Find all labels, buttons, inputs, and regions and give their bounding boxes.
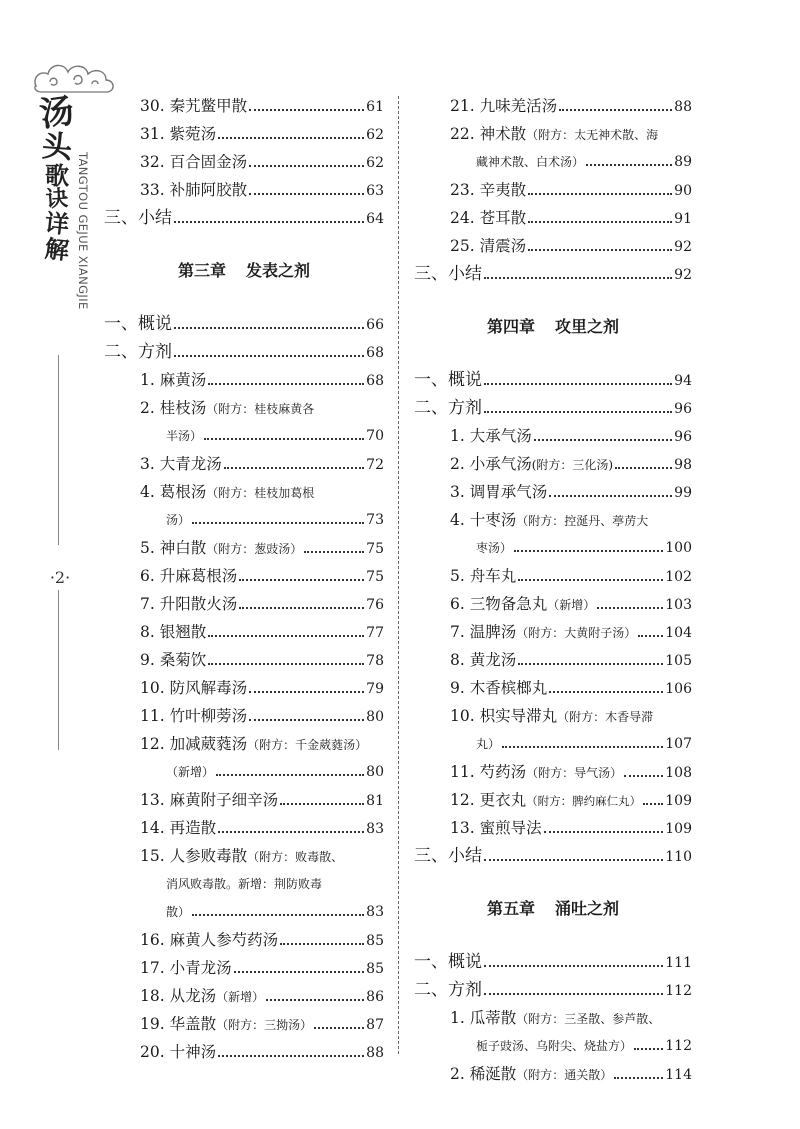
toc-entry[interactable]: 30. 秦艽鳖甲散 61 xyxy=(140,97,384,115)
dot-leader xyxy=(502,745,663,748)
dot-leader xyxy=(559,108,672,111)
dot-leader xyxy=(518,662,663,665)
chapter-heading: 第五章 涌吐之剂 xyxy=(486,899,620,918)
toc-entry[interactable]: 33. 补肺阿胶散 63 xyxy=(140,181,384,199)
book-title-pinyin: TANGTOU GEJUE XIANGJIE xyxy=(76,152,90,310)
toc-entry[interactable]: 9. 桑菊饮 78 xyxy=(140,651,384,669)
dot-leader xyxy=(484,410,672,413)
toc-section-summary[interactable]: 三、小结 92 xyxy=(414,264,692,284)
toc-entry[interactable]: 4. 十枣汤（附方：控涎丹、葶苈大 xyxy=(450,511,649,529)
dot-leader xyxy=(174,326,364,329)
toc-entry[interactable]: 13. 麻黄附子细辛汤 81 xyxy=(140,791,384,809)
toc-entry[interactable]: 2. 小承气汤 (附方：三化汤) 98 xyxy=(450,455,692,473)
toc-column-left xyxy=(104,92,384,1066)
dot-leader xyxy=(218,830,364,833)
dot-leader xyxy=(634,1047,663,1050)
dot-leader xyxy=(549,494,672,497)
dot-leader xyxy=(280,942,364,945)
toc-entry[interactable]: 11. 竹叶柳蒡汤 80 xyxy=(140,707,384,725)
toc-section[interactable]: 二、方剂 112 xyxy=(414,980,692,1000)
dot-leader xyxy=(266,998,364,1001)
dot-leader xyxy=(216,773,364,776)
toc-section[interactable]: 二、方剂 68 xyxy=(104,342,384,362)
toc-entry-continuation[interactable]: 半汤） 70 xyxy=(166,428,384,444)
toc-entry-continuation[interactable]: 藏神术散、白术汤） 89 xyxy=(476,154,692,170)
toc-entry-continuation[interactable]: 散） 83 xyxy=(166,904,384,920)
dot-leader xyxy=(544,830,664,833)
dot-leader xyxy=(528,220,672,223)
dot-leader xyxy=(534,438,672,441)
book-title-calligraphy xyxy=(37,90,77,265)
dot-leader xyxy=(249,690,364,693)
dot-leader xyxy=(249,192,364,195)
toc-entry[interactable]: 13. 蜜煎导法 109 xyxy=(450,819,692,837)
dot-leader xyxy=(484,276,672,279)
toc-entry-continuation[interactable]: 汤） 73 xyxy=(166,512,384,528)
dot-leader xyxy=(638,634,663,637)
dot-leader xyxy=(234,970,365,973)
toc-entry[interactable]: 3. 调胃承气汤 99 xyxy=(450,483,692,501)
toc-entry[interactable]: 16. 麻黄人参芍药汤 85 xyxy=(140,931,384,949)
chapter-heading: 第四章 攻里之剂 xyxy=(486,317,620,336)
dot-leader xyxy=(239,606,364,609)
dot-leader xyxy=(280,802,364,805)
dot-leader xyxy=(218,136,364,139)
toc-entry[interactable]: 32. 百合固金汤 62 xyxy=(140,153,384,171)
dot-leader xyxy=(208,382,364,385)
logo-char: 诀 xyxy=(45,185,69,214)
toc-entry[interactable]: 23. 辛夷散 90 xyxy=(450,181,692,199)
dot-leader xyxy=(249,164,364,167)
margin-rule xyxy=(58,590,59,750)
chapter-heading: 第三章 发表之剂 xyxy=(177,261,311,280)
toc-entry[interactable]: 8. 黄龙汤 105 xyxy=(450,651,692,669)
dot-leader xyxy=(549,690,663,693)
dot-leader xyxy=(174,354,364,357)
toc-entry[interactable]: 31. 紫菀汤 62 xyxy=(140,125,384,143)
toc-entry[interactable]: 11. 芍药汤 （附方：导气汤） 108 xyxy=(450,763,692,781)
toc-entry[interactable]: 5. 神白散 （附方：葱豉汤） 75 xyxy=(140,539,384,557)
dot-leader xyxy=(624,774,663,777)
toc-entry[interactable]: 19. 华盖散 （附方：三拗汤） 87 xyxy=(140,1015,384,1033)
toc-entry[interactable]: 9. 木香槟榔丸 106 xyxy=(450,679,692,697)
toc-entry[interactable]: 24. 苍耳散 91 xyxy=(450,209,692,227)
margin-rule xyxy=(58,355,59,545)
dot-leader xyxy=(304,550,364,553)
dot-leader xyxy=(528,248,672,251)
dot-leader xyxy=(597,606,663,609)
logo-char: 解 xyxy=(43,233,71,265)
dot-leader xyxy=(484,382,672,385)
toc-entry[interactable]: 2. 稀涎散 （附方：通关散） 114 xyxy=(450,1065,692,1083)
toc-entry[interactable]: 22. 神术散（附方：太无神术散、海 xyxy=(450,125,659,143)
dot-leader xyxy=(614,1076,663,1079)
toc-entry-continuation[interactable]: （新增） 80 xyxy=(166,764,384,780)
dot-leader xyxy=(586,163,672,166)
dot-leader xyxy=(192,913,364,916)
toc-section[interactable]: 一、概说 94 xyxy=(414,370,692,390)
toc-entry[interactable]: 1. 大承气汤 96 xyxy=(450,427,692,445)
toc-entry[interactable]: 4. 葛根汤（附方：桂枝加葛根 xyxy=(140,483,315,501)
toc-entry[interactable]: 12. 加减葳蕤汤（附方：千金葳蕤汤） xyxy=(140,735,368,753)
logo-char: 头 xyxy=(40,128,74,166)
dot-leader xyxy=(239,578,364,581)
toc-entry[interactable]: 10. 枳实导滞丸（附方：木香导滞 xyxy=(450,707,654,725)
toc-entry[interactable]: 2. 桂枝汤（附方：桂枝麻黄各 xyxy=(140,399,315,417)
toc-section[interactable]: 一、概说 111 xyxy=(414,952,692,972)
toc-entry[interactable]: 14. 再造散 83 xyxy=(140,819,384,837)
toc-entry[interactable]: 12. 更衣丸 （附方：脾约麻仁丸） 109 xyxy=(450,791,692,809)
dot-leader xyxy=(224,466,364,469)
toc-entry[interactable]: 20. 十神汤 88 xyxy=(140,1043,384,1061)
dot-leader xyxy=(174,220,364,223)
dot-leader xyxy=(514,549,663,552)
logo-char: 详 xyxy=(43,208,71,240)
dot-leader xyxy=(484,858,663,861)
toc-entry[interactable]: 10. 防风解毒汤 79 xyxy=(140,679,384,697)
toc-section[interactable]: 一、概说 66 xyxy=(104,314,384,334)
dot-leader xyxy=(484,992,663,995)
dot-leader xyxy=(314,1026,364,1029)
toc-entry[interactable]: 8. 银翘散 77 xyxy=(140,623,384,641)
dot-leader xyxy=(208,662,364,665)
logo-char: 歌 xyxy=(45,161,69,191)
toc-entry-continuation: 消风败毒散。新增：荆防败毒 xyxy=(166,877,323,891)
toc-entry[interactable]: 21. 九味羌活汤 88 xyxy=(450,97,692,115)
column-divider xyxy=(398,96,399,1054)
dot-leader xyxy=(208,634,364,637)
page-number: ·2· xyxy=(49,568,71,587)
dot-leader xyxy=(518,578,663,581)
dot-leader xyxy=(528,192,672,195)
toc-entry-continuation[interactable]: 栀子豉汤、乌附尖、烧盐方） 112 xyxy=(476,1038,692,1054)
toc-entry[interactable]: 1. 瓜蒂散（附方：三圣散、参芦散、 xyxy=(450,1009,661,1027)
toc-entry[interactable]: 15. 人参败毒散（附方：败毒散、 xyxy=(140,847,344,865)
toc-entry[interactable]: 7. 温脾汤 （附方：大黄附子汤） 104 xyxy=(450,623,692,641)
toc-entry[interactable]: 6. 升麻葛根汤 75 xyxy=(140,567,384,585)
toc-section-summary[interactable]: 三、小结 64 xyxy=(104,208,384,228)
toc-entry[interactable]: 7. 升阳散火汤 76 xyxy=(140,595,384,613)
logo-char: 汤 xyxy=(37,90,77,136)
toc-entry[interactable]: 17. 小青龙汤 85 xyxy=(140,959,384,977)
dot-leader xyxy=(192,521,364,524)
dot-leader xyxy=(218,1054,364,1057)
dot-leader xyxy=(204,437,364,440)
dot-leader xyxy=(643,802,663,805)
toc-section[interactable]: 二、方剂 96 xyxy=(414,398,692,418)
dot-leader xyxy=(615,466,672,469)
toc-entry[interactable]: 18. 从龙汤 （新增） 86 xyxy=(140,987,384,1005)
toc-entry[interactable]: 6. 三物备急丸 （新增） 103 xyxy=(450,595,692,613)
toc-section-summary[interactable]: 三、小结 110 xyxy=(414,846,692,866)
toc-entry[interactable]: 1. 麻黄汤 68 xyxy=(140,371,384,389)
dot-leader xyxy=(249,718,364,721)
toc-entry-continuation[interactable]: 丸） 107 xyxy=(476,736,692,752)
toc-entry-continuation[interactable]: 枣汤） 100 xyxy=(476,540,692,556)
dot-leader xyxy=(484,964,663,967)
toc-column-right xyxy=(414,92,692,1088)
toc-entry[interactable]: 5. 舟车丸 102 xyxy=(450,567,692,585)
toc-entry[interactable]: 3. 大青龙汤 72 xyxy=(140,455,384,473)
dot-leader xyxy=(249,108,364,111)
toc-entry[interactable]: 25. 清震汤 92 xyxy=(450,237,692,255)
